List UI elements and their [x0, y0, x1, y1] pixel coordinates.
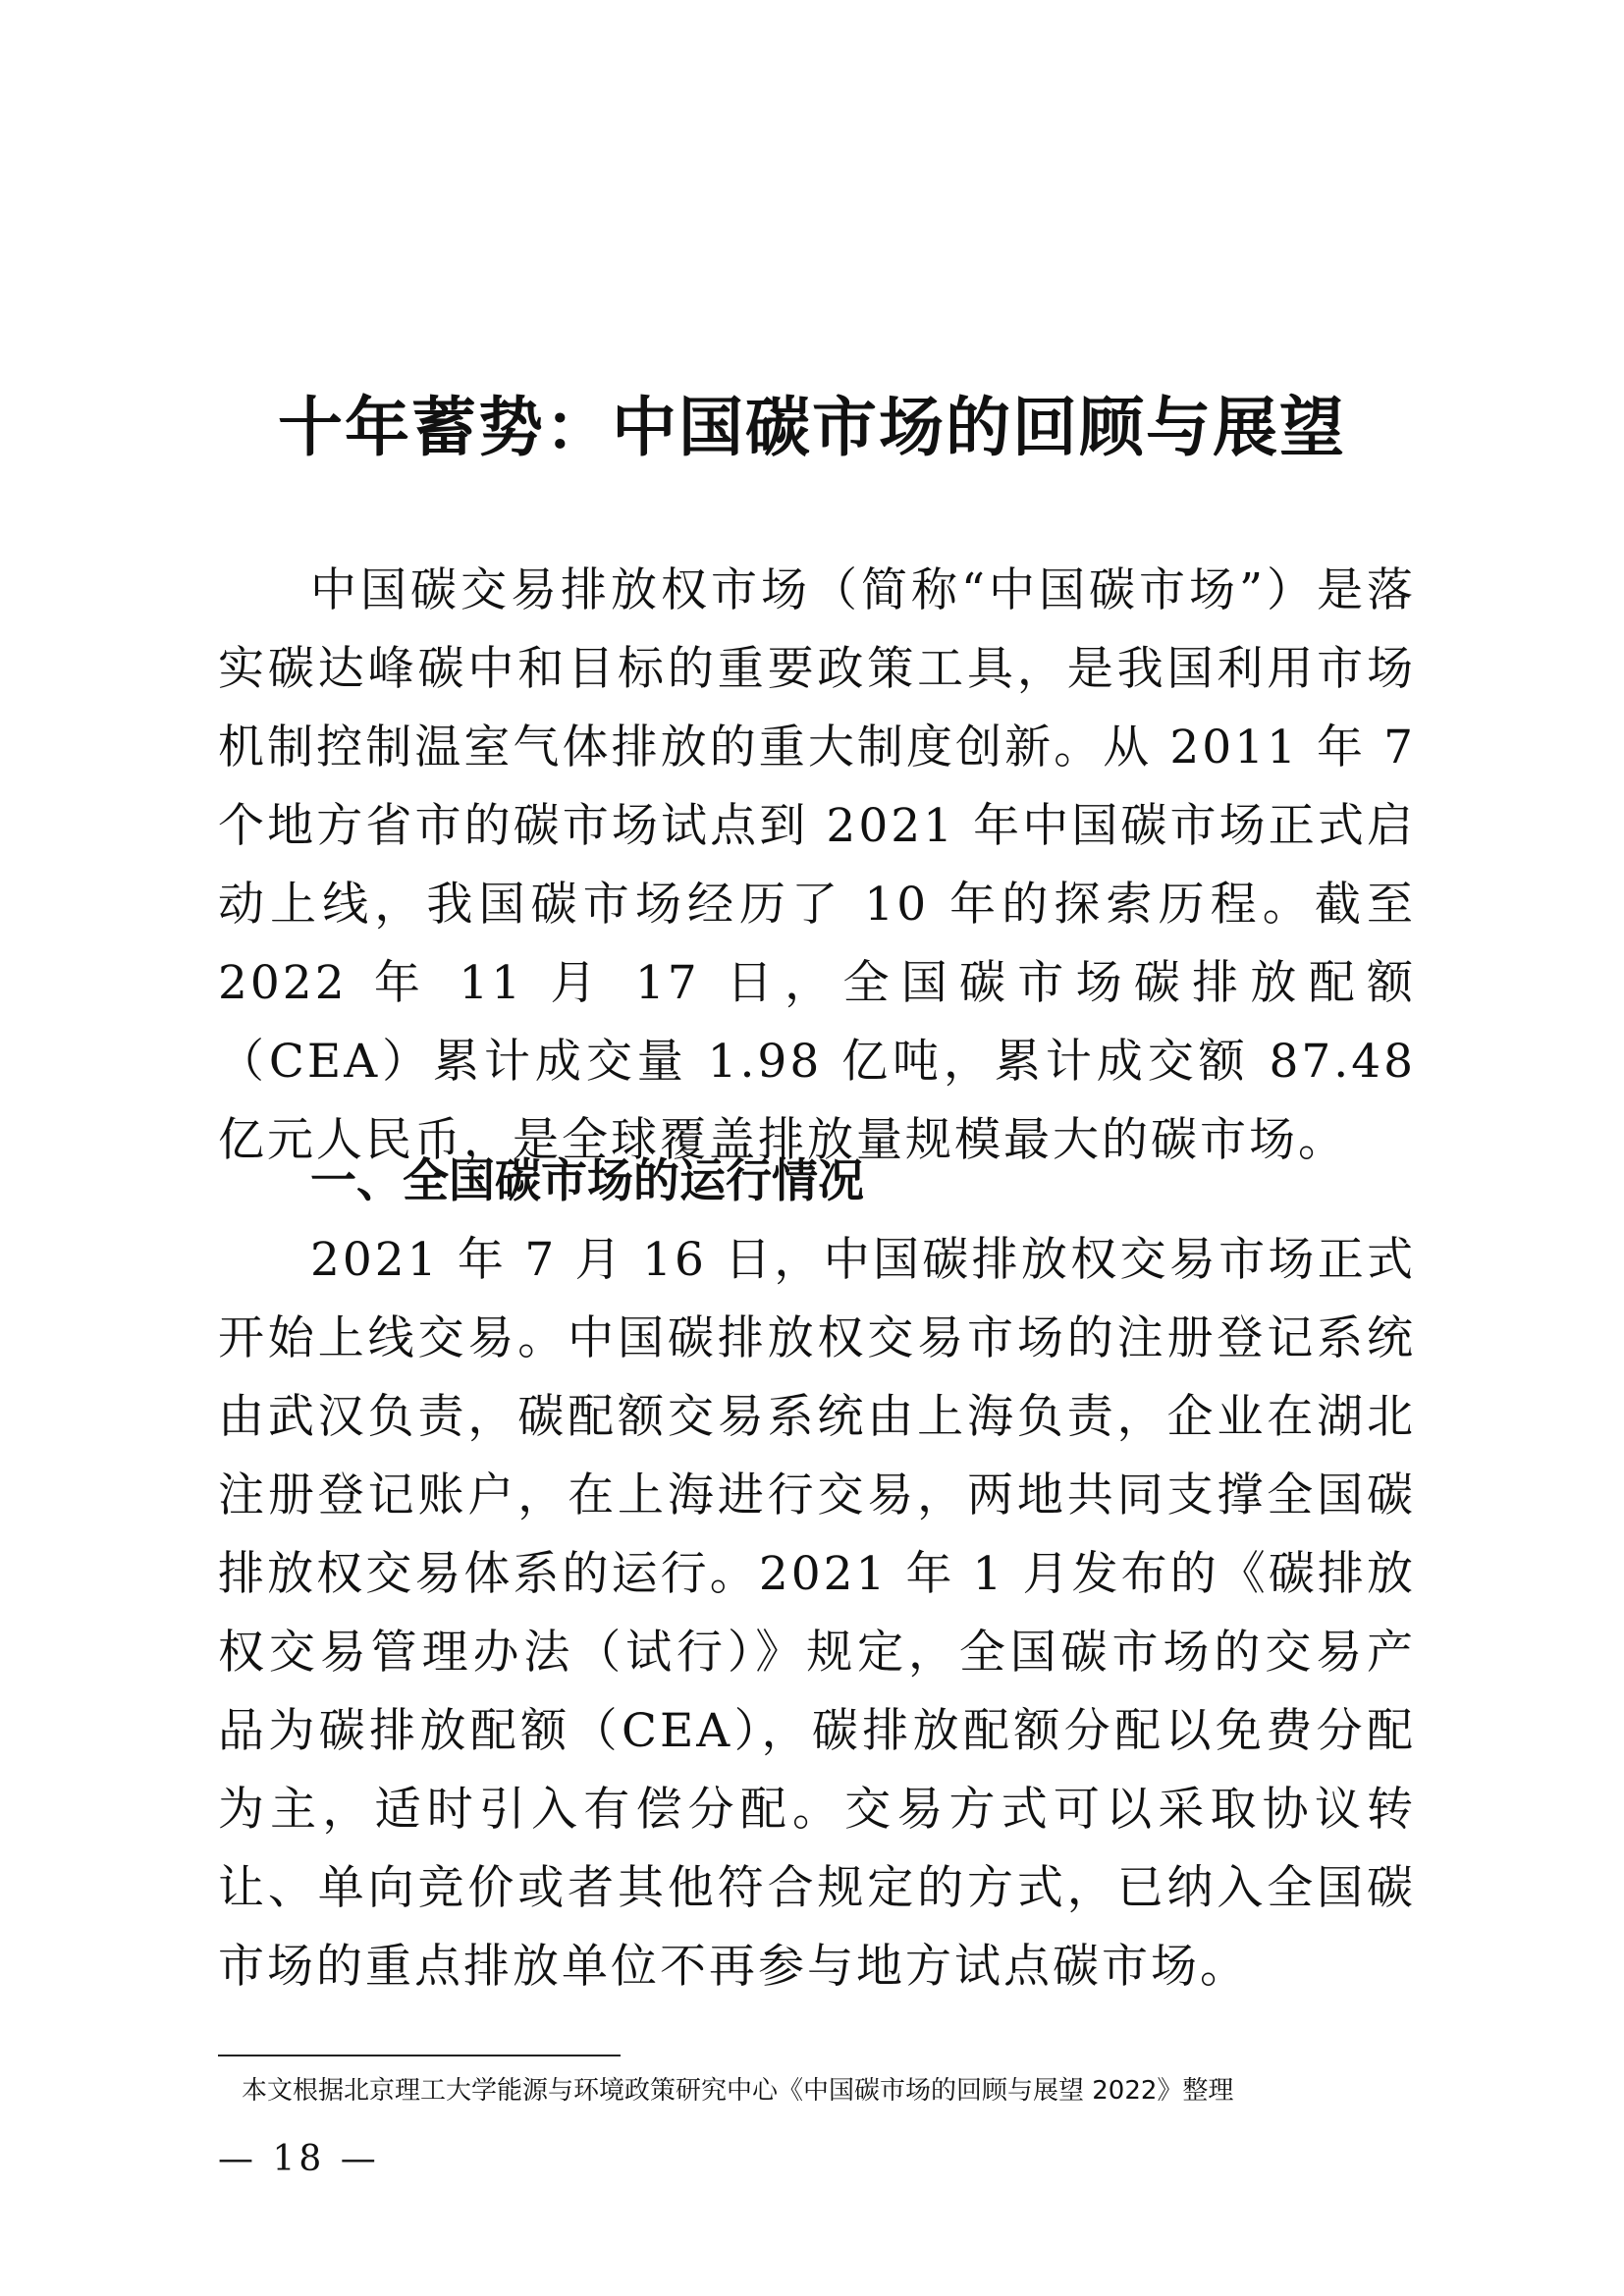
footnote-divider	[218, 2055, 621, 2056]
page-number: — 18 —	[218, 2139, 380, 2179]
section-heading: 一、全国碳市场的运行情况	[310, 1154, 864, 1208]
section1-paragraph: 2021 年 7 月 16 日，中国碳排放权交易市场正式开始上线交易。中国碳排放权交易市场的注册登记系统由武汉负责，碳配额交易系统由上海负责，企业在湖北注册登记账户，在上海进行交易，两地共同支撑全国碳排放权交易体系的运行。2021 年 1 月发布的《碳排放权交易管理办法（试行）》规定，全国碳市场的交易产品为碳排放配额（CEA），碳排放配额分配以免费分配为主，适时引入有偿分配。交易方式可以采取协议转让、单向竞价或者其他符合规定的方式，已纳入全国碳市场的重点排放单位不再参与地方试点碳市场。	[218, 1233, 1416, 1994]
page-title: 十年蓄势：中国碳市场的回顾与展望	[278, 389, 1346, 465]
footnote: 本文根据北京理工大学能源与环境政策研究中心《中国碳市场的回顾与展望 2022》整理	[242, 2076, 1234, 2106]
intro-paragraph: 中国碳交易排放权市场（简称“中国碳市场”）是落实碳达峰碳中和目标的重要政策工具，是我国利用市场机制控制温室气体排放的重大制度创新。从 2011 年 7 个地方省市的碳市场试点到 2021 年中国碳市场正式启动上线，我国碳市场经历了 10 年的探索历程。截至 2022 年 11 月 17 日，全国碳市场碳排放配额（CEA）累计成交量 1.98 亿吨，累计成交额 87.48 亿元人民币，是全球覆盖排放量规模最大的碳市场。	[218, 563, 1416, 1167]
